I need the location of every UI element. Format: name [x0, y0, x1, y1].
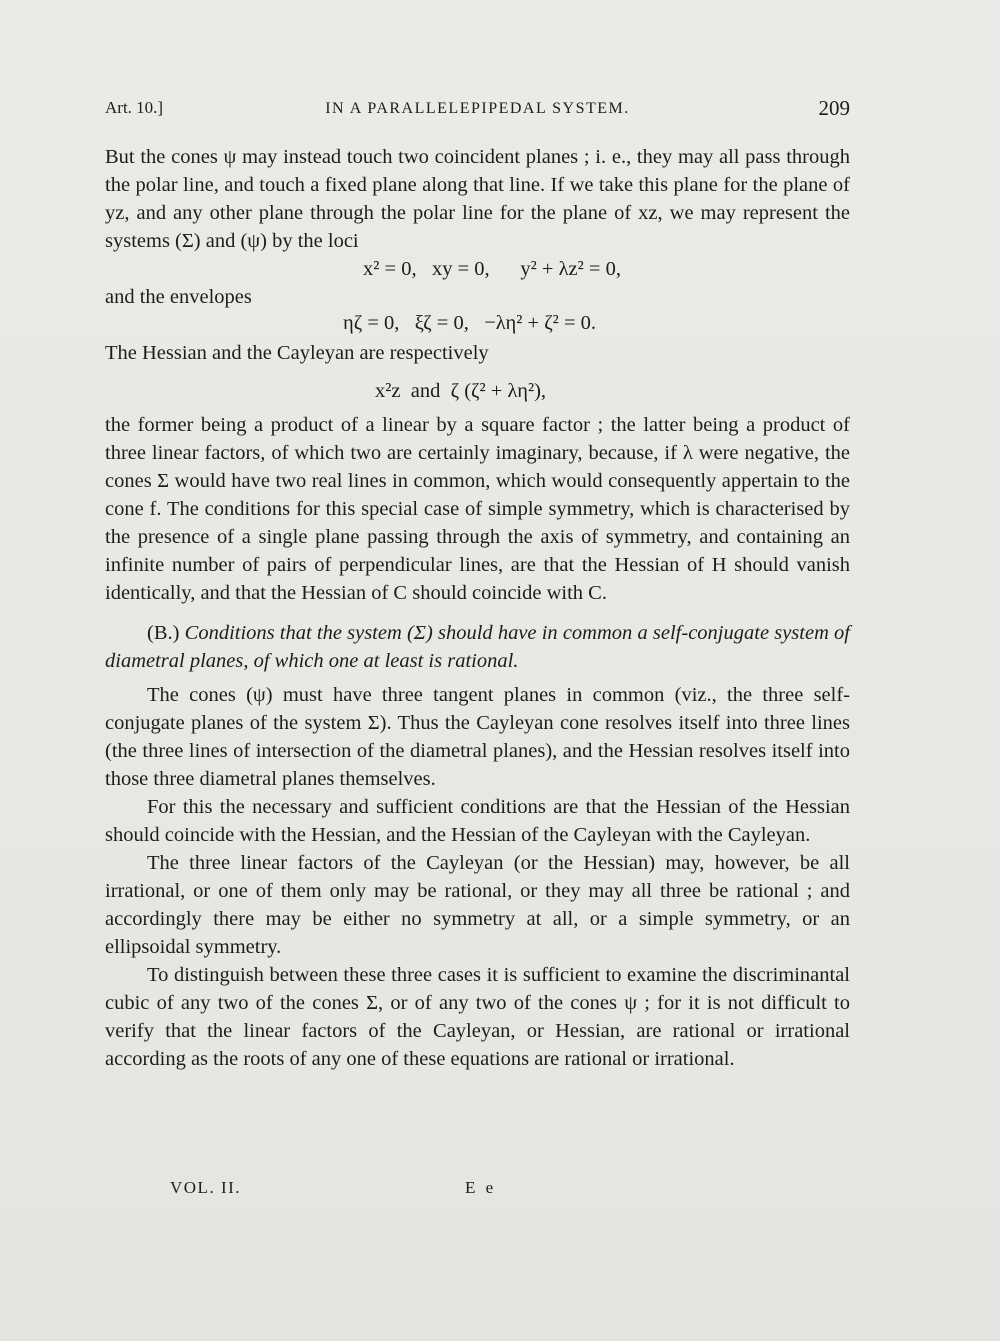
section-b-title: Conditions that the system (Σ) should have in common a self-conjugate system of diametral planes, of which one at least is rational. — [105, 622, 851, 672]
section-b-label: (B.) — [147, 622, 180, 644]
running-header — [105, 96, 850, 126]
paragraph-discriminantal-cubic: To distinguish between these three cases it is sufficient to examine the discriminantal cubic of any two of the cones Σ, or of any two of the cones ψ ; for it is not difficult to verify that the linear factors of the Cayleyan, or Hessian, are rational or irrational according as the roots of any one of these equations are rational or irrational. — [105, 964, 850, 1070]
equation-loci: x² = 0, xy = 0, y² + λz² = 0, — [363, 258, 621, 280]
equation-envelopes: ηζ = 0, ξζ = 0, −λη² + ζ² = 0. — [343, 312, 597, 334]
article-reference: Art. 10.] — [105, 98, 164, 117]
signature-mark: E e — [465, 1178, 497, 1197]
envelopes-label: and the envelopes — [105, 286, 252, 308]
paragraph-factor-analysis: the former being a product of a linear by a square factor ; the latter being a product of three linear factors, of which two are certainly imaginary, because, if λ were negative, the cones Σ would have two real lines in common, which would consequently appertain to the cone f. The conditions for this special case of simple symmetry, which is characterised by the presence of a single plane passing through the axis of symmetry, and containing an infinite number of pairs of perpendicular lines, are that the Hessian of H should vanish identically, and that the Hessian of C should coincide with C. — [105, 414, 850, 604]
page-body — [105, 143, 850, 1073]
paragraph-linear-factors: The three linear factors of the Cayleyan (or the Hessian) may, however, be all irrational, or one of them only may be rational, or they may all three be rational ; and accordingly there may be either no symmetry at all, or a simple symmetry, or an ellipsoidal symmetry. — [105, 852, 850, 958]
paragraph-conditions: For this the necessary and sufficient conditions are that the Hessian of the Hessian should coincide with the Hessian, and the Hessian of the Cayleyan with the Cayleyan. — [105, 796, 850, 846]
running-title: IN A PARALLELEPIPEDAL SYSTEM. — [325, 100, 630, 117]
section-b-heading — [105, 619, 850, 675]
equation-hessian-cayleyan: x²z and ζ (ζ² + λη²), — [375, 380, 547, 402]
paragraph-tangent-planes: The cones (ψ) must have three tangent planes in common (viz., the three self-conjugate planes of the system Σ). Thus the Cayleyan cone resolves itself into three lines (the three lines of intersection of the diametral planes), and the Hessian resolves itself into those three diametral planes themselves. — [105, 684, 850, 790]
volume-mark: VOL. II. — [170, 1178, 242, 1197]
page-number: 209 — [818, 96, 850, 120]
paragraph-cones-coincident-planes: But the cones ψ may instead touch two coincident planes ; i. e., they may all pass through the polar line, and touch a fixed plane along that line. If we take this plane for the plane of yz, and any other plane through the polar line for the plane of xz, we may represent the systems (Σ) and (ψ) by the loci — [105, 146, 850, 252]
paragraph-hessian-cayleyan: The Hessian and the Cayleyan are respectively — [105, 342, 489, 364]
